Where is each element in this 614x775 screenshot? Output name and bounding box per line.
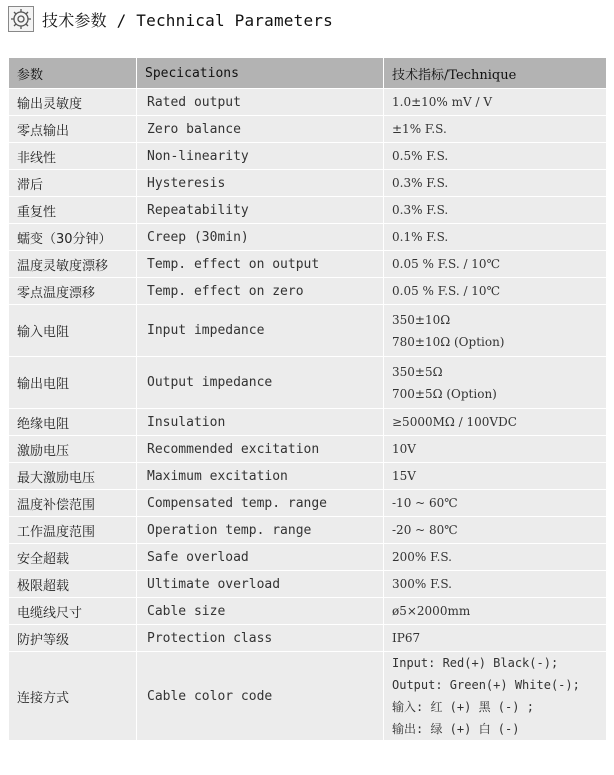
param-name-en: Rated output <box>137 89 384 116</box>
table-row <box>9 305 607 357</box>
param-value <box>384 490 607 517</box>
param-name-en: Temp. effect on output <box>137 251 384 278</box>
param-value-line: ±1% F.S. <box>392 122 447 136</box>
param-value <box>384 517 607 544</box>
table-row <box>9 436 607 463</box>
param-value-line: 300% F.S. <box>392 577 452 591</box>
param-name-en: Cable size <box>137 598 384 625</box>
param-value <box>384 224 607 251</box>
param-name-cn: 零点输出 <box>9 116 137 143</box>
table-row <box>9 625 607 652</box>
table-row <box>9 224 607 251</box>
param-name-cn: 连接方式 <box>9 652 137 741</box>
param-value <box>384 544 607 571</box>
param-value <box>384 143 607 170</box>
table-row <box>9 571 607 598</box>
param-value <box>384 357 607 409</box>
column-header-spec: Specications <box>137 58 384 89</box>
param-value-line: 200% F.S. <box>392 550 452 564</box>
param-name-en: Maximum excitation <box>137 463 384 490</box>
param-name-en: Creep (30min) <box>137 224 384 251</box>
param-name-en: Input impedance <box>137 305 384 357</box>
param-value <box>384 463 607 490</box>
param-value-line: 输出: 绿 (+) 白 (-) <box>392 722 520 736</box>
param-value-line: IP67 <box>392 631 421 645</box>
param-name-cn: 滞后 <box>9 170 137 197</box>
param-name-en: Insulation <box>137 409 384 436</box>
table-row <box>9 357 607 409</box>
param-name-en: Temp. effect on zero <box>137 278 384 305</box>
param-name-en: Output impedance <box>137 357 384 409</box>
table-row <box>9 170 607 197</box>
param-name-en: Cable color code <box>137 652 384 741</box>
param-name-cn: 零点温度漂移 <box>9 278 137 305</box>
table-row <box>9 251 607 278</box>
param-value-line: 0.5% F.S. <box>392 149 449 163</box>
param-value <box>384 598 607 625</box>
table-header-row <box>9 58 607 89</box>
param-name-cn: 蠕变（30分钟） <box>9 224 137 251</box>
param-name-en: Safe overload <box>137 544 384 571</box>
table-row <box>9 517 607 544</box>
param-value-line: ø5×2000mm <box>392 604 471 618</box>
title-cn: 技术参数 <box>42 10 107 30</box>
param-name-en: Operation temp. range <box>137 517 384 544</box>
param-name-cn: 工作温度范围 <box>9 517 137 544</box>
param-value-line: 输入: 红 (+) 黑 (-) ; <box>392 700 534 714</box>
param-value <box>384 89 607 116</box>
param-name-en: Zero balance <box>137 116 384 143</box>
param-name-cn: 最大激励电压 <box>9 463 137 490</box>
param-value <box>384 170 607 197</box>
param-name-cn: 安全超载 <box>9 544 137 571</box>
param-name-en: Hysteresis <box>137 170 384 197</box>
param-value-line: 0.1% F.S. <box>392 230 449 244</box>
param-value-line: 10V <box>392 442 416 456</box>
param-name-cn: 激励电压 <box>9 436 137 463</box>
param-name-cn: 重复性 <box>9 197 137 224</box>
param-value-line: 0.3% F.S. <box>392 176 449 190</box>
table-row <box>9 143 607 170</box>
param-value-line: Output: Green(+) White(-); <box>392 678 580 692</box>
param-value <box>384 571 607 598</box>
table-row <box>9 197 607 224</box>
param-value-line: 700±5Ω (Option) <box>392 386 497 401</box>
param-name-cn: 非线性 <box>9 143 137 170</box>
param-value-line: 0.3% F.S. <box>392 203 449 217</box>
table-row <box>9 652 607 741</box>
column-header-param: 参数 <box>9 58 137 89</box>
column-header-technique: 技术指标/Technique <box>384 58 607 89</box>
table-row <box>9 89 607 116</box>
param-name-en: Ultimate overload <box>137 571 384 598</box>
param-value-line: 0.05 % F.S. / 10℃ <box>392 284 500 298</box>
param-value-line: Input: Red(+) Black(-); <box>392 656 559 670</box>
param-value <box>384 251 607 278</box>
table-row <box>9 116 607 143</box>
param-value-line: ≥5000MΩ / 100VDC <box>392 415 517 429</box>
param-name-en: Repeatability <box>137 197 384 224</box>
param-name-cn: 极限超载 <box>9 571 137 598</box>
param-value-line: -10 ~ 60℃ <box>392 496 458 510</box>
param-name-en: Non-linearity <box>137 143 384 170</box>
param-value-line: -20 ~ 80℃ <box>392 523 458 537</box>
title-en: / Technical Parameters <box>106 10 333 30</box>
param-value-line: 780±10Ω (Option) <box>392 334 505 349</box>
table-row <box>9 463 607 490</box>
param-value-line: 350±5Ω <box>392 364 443 379</box>
param-name-en: Compensated temp. range <box>137 490 384 517</box>
param-value <box>384 197 607 224</box>
param-name-cn: 防护等级 <box>9 625 137 652</box>
param-value <box>384 436 607 463</box>
table-row <box>9 278 607 305</box>
param-value-line: 1.0±10% mV / V <box>392 95 493 109</box>
param-value <box>384 652 607 741</box>
table-row <box>9 598 607 625</box>
param-value <box>384 305 607 357</box>
param-value-line: 15V <box>392 469 416 483</box>
page-title <box>42 8 333 31</box>
param-name-cn: 输出灵敏度 <box>9 89 137 116</box>
table-row <box>9 490 607 517</box>
param-value-line: 350±10Ω <box>392 312 451 327</box>
section-header <box>8 4 333 34</box>
gear-icon <box>8 6 34 32</box>
param-name-cn: 温度补偿范围 <box>9 490 137 517</box>
param-name-en: Protection class <box>137 625 384 652</box>
param-value <box>384 116 607 143</box>
parameters-table <box>8 57 607 741</box>
param-value <box>384 278 607 305</box>
param-name-cn: 绝缘电阻 <box>9 409 137 436</box>
param-value <box>384 625 607 652</box>
param-name-en: Recommended excitation <box>137 436 384 463</box>
table-row <box>9 409 607 436</box>
table-row <box>9 544 607 571</box>
param-value-line: 0.05 % F.S. / 10℃ <box>392 257 500 271</box>
param-name-cn: 温度灵敏度漂移 <box>9 251 137 278</box>
param-name-cn: 输出电阻 <box>9 357 137 409</box>
param-name-cn: 输入电阻 <box>9 305 137 357</box>
param-value <box>384 409 607 436</box>
param-name-cn: 电缆线尺寸 <box>9 598 137 625</box>
